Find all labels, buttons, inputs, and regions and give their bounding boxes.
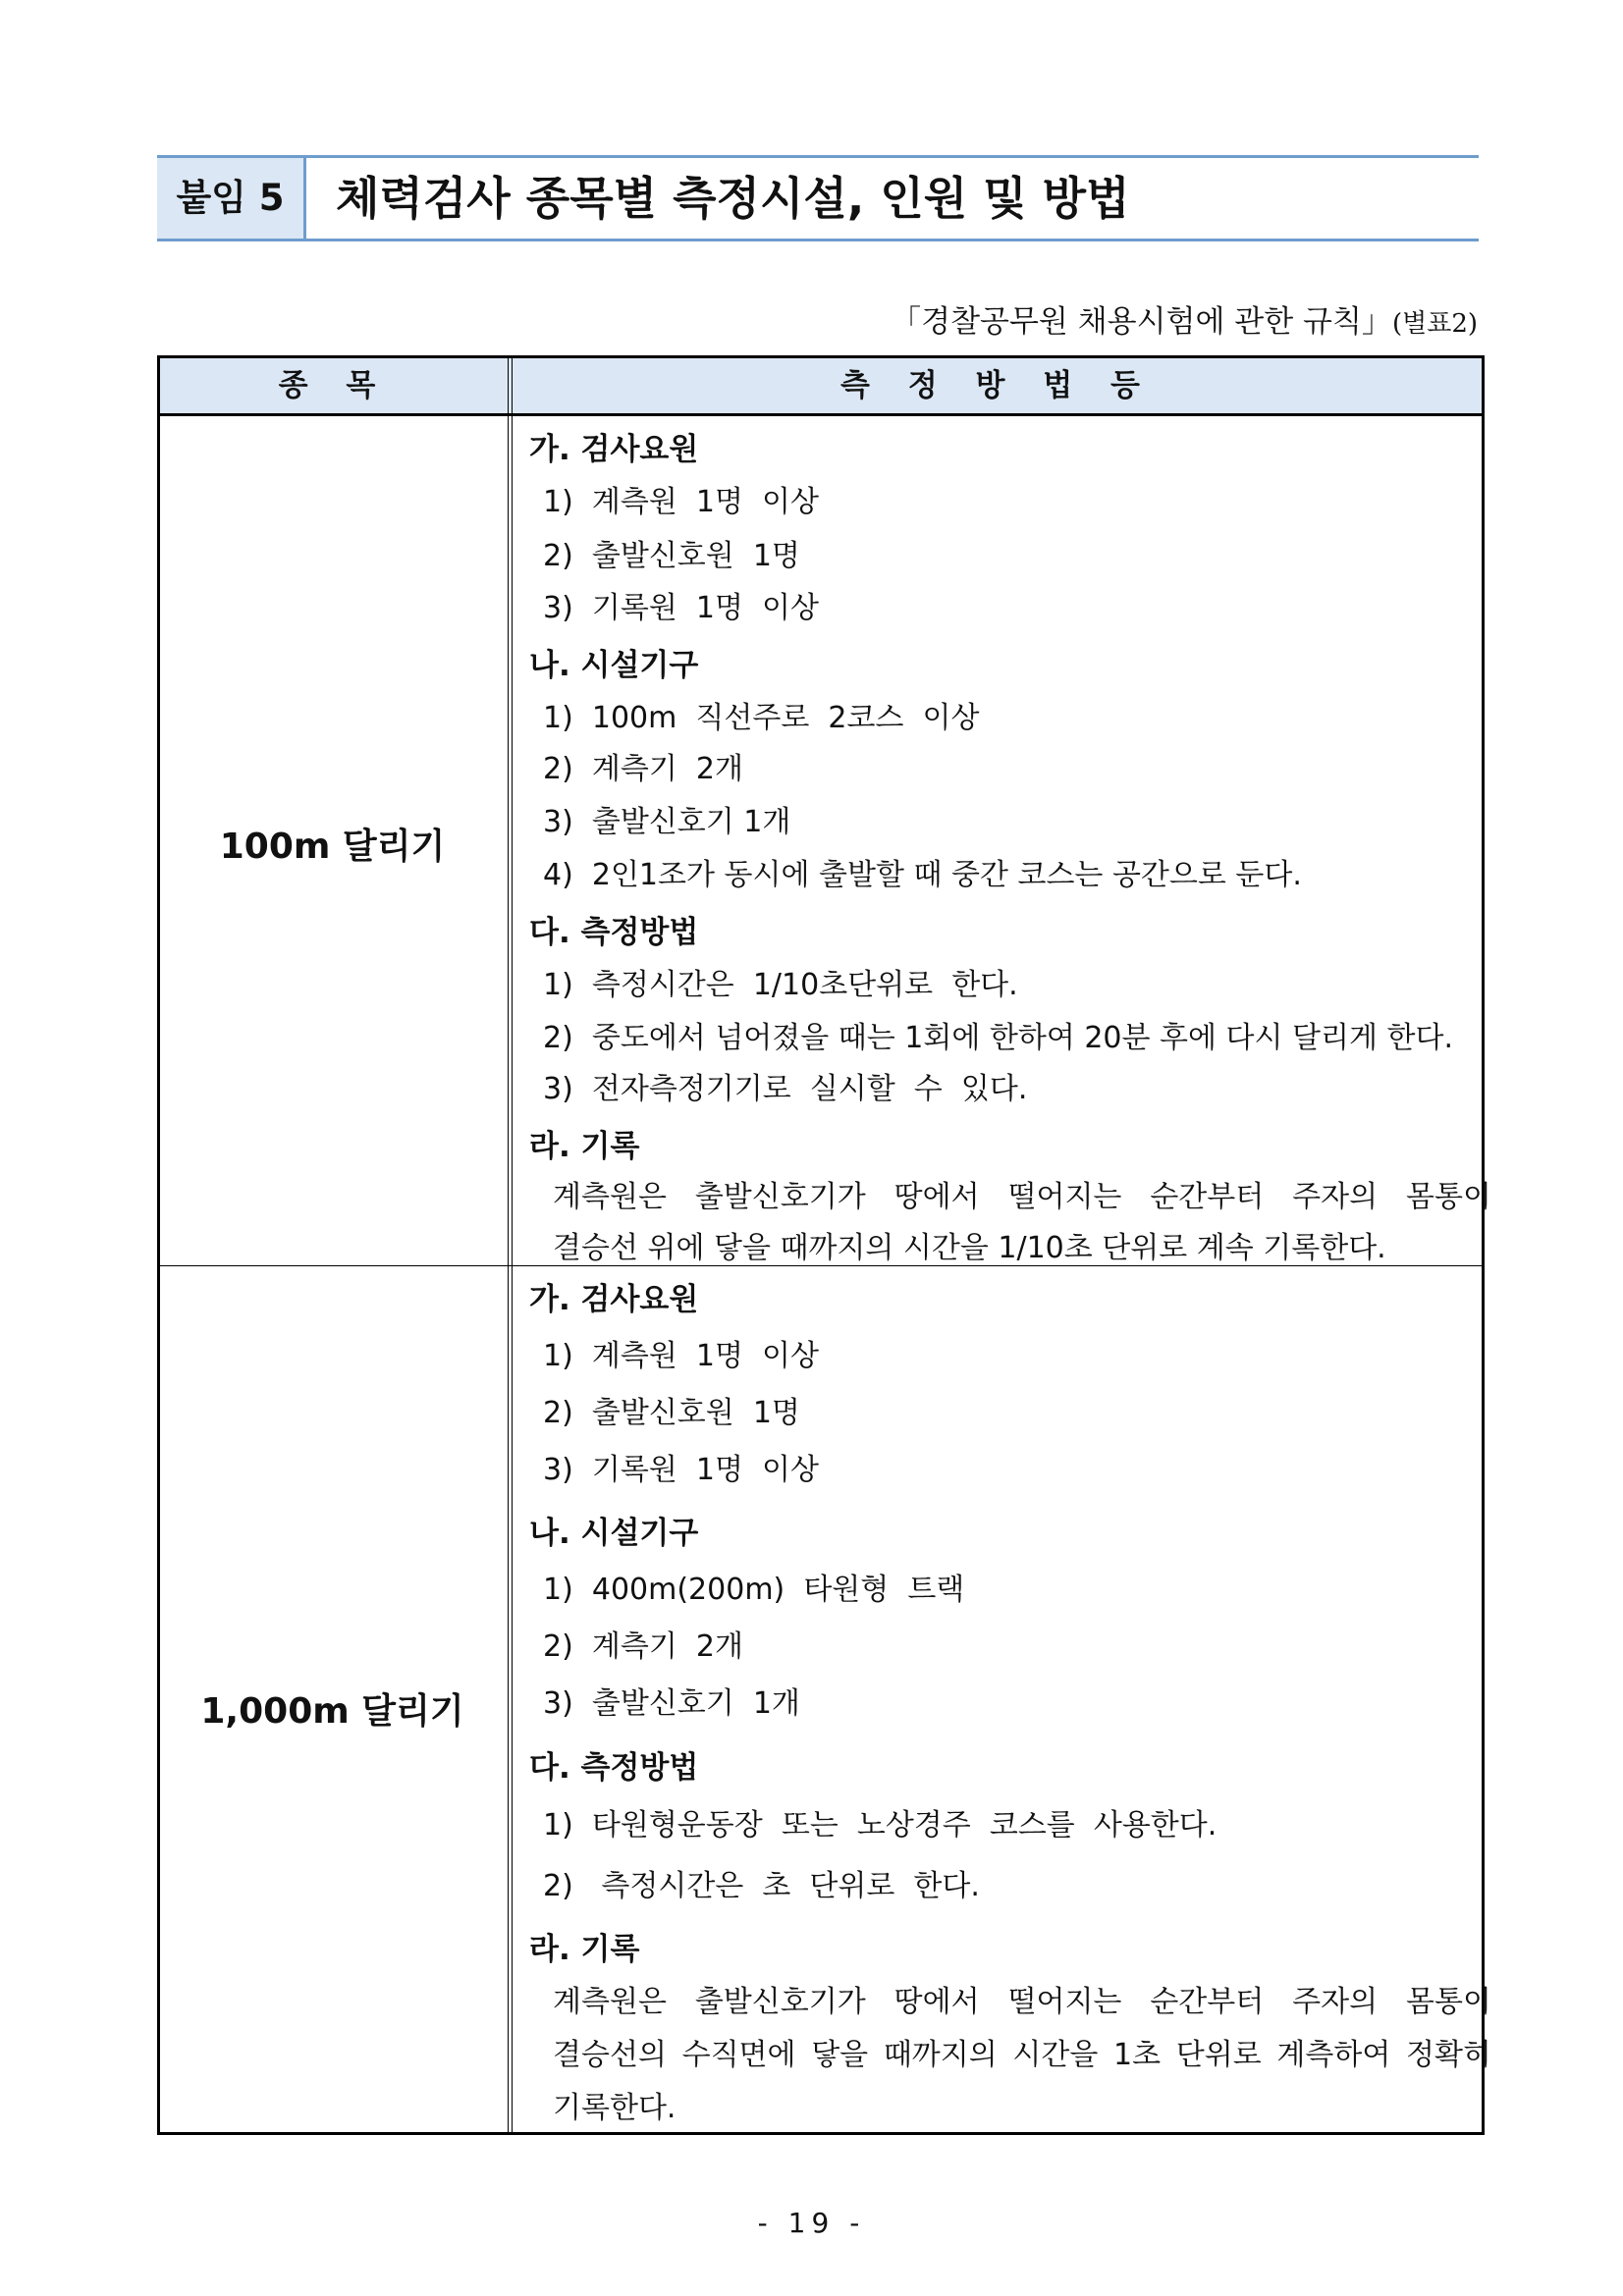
page-number: - 19 -	[757, 2207, 866, 2239]
item-name: 1,000m 달리기	[200, 1691, 464, 1732]
list-item: 1) 100m 직선주로 2코스 이상	[543, 701, 980, 735]
section-heading: 다. 측정방법	[529, 915, 699, 950]
list-item: 1) 계측원 1명 이상	[543, 485, 819, 519]
body-text-line: 계측원은 출발신호기가 땅에서 떨어지는 순간부터 주자의 몸통이	[553, 1985, 1491, 2019]
list-item: 2) 중도에서 넘어졌을 때는 1회에 한하여 20분 후에 다시 달리게 한다.	[543, 1021, 1453, 1055]
section-heading: 라. 기록	[529, 1129, 640, 1164]
list-item: 2) 출발신호원 1명	[543, 1396, 800, 1430]
table-header-row	[157, 355, 1485, 416]
section-heading: 가. 검사요원	[529, 1282, 699, 1317]
list-item: 1) 400m(200m) 타원형 트랙	[543, 1573, 965, 1607]
section-heading: 다. 측정방법	[529, 1750, 699, 1786]
header-item: 종 목	[278, 368, 390, 403]
body-text-line: 결승선 위에 닿을 때까지의 시간을 1/10초 단위로 계속 기록한다.	[553, 1231, 1386, 1265]
section-heading: 나. 시설기구	[529, 648, 699, 683]
body-text-line: 결승선의 수직면에 닿을 때까지의 시간을 1초 단위로 계측하여 정확히	[553, 2038, 1491, 2072]
section-header	[157, 155, 1479, 241]
item-name: 100m 달리기	[219, 827, 446, 867]
list-item: 2) 측정시간은 초 단위로 한다.	[543, 1869, 980, 1903]
list-item: 3) 전자측정기기로 실시할 수 있다.	[543, 1072, 1028, 1106]
header-method: 측 정 방 법 등	[840, 368, 1154, 403]
list-item: 1) 측정시간은 1/10초단위로 한다.	[543, 968, 1018, 1002]
source-reference	[891, 296, 1478, 341]
section-heading: 라. 기록	[529, 1932, 640, 1967]
body-text-line: 계측원은 출발신호기가 땅에서 떨어지는 순간부터 주자의 몸통이	[553, 1180, 1491, 1214]
list-item: 2) 계측기 2개	[543, 1629, 743, 1664]
section-title: 체력검사 종목별 측정시설, 인원 및 방법	[336, 172, 1130, 225]
table-row	[157, 416, 1491, 1266]
section-heading: 나. 시설기구	[529, 1516, 699, 1551]
list-item: 2) 출발신호원 1명	[543, 539, 800, 573]
body-text-line: 기록한다.	[553, 2091, 676, 2125]
column-divider	[508, 1266, 513, 2132]
list-item: 1) 계측원 1명 이상	[543, 1339, 819, 1373]
list-item: 3) 출발신호기 1개	[543, 805, 791, 839]
attachment-tag: 붙임 5	[157, 158, 306, 239]
source-main: 「경찰공무원 채용시험에 관한 규칙」	[891, 304, 1392, 340]
source-sub: (별표2)	[1391, 309, 1478, 339]
column-divider	[508, 416, 513, 1266]
table-row	[157, 1266, 1491, 2135]
list-item: 2) 계측기 2개	[543, 752, 743, 786]
list-item: 4) 2인1조가 동시에 출발할 때 중간 코스는 공간으로 둔다.	[543, 858, 1302, 892]
list-item: 3) 기록원 1명 이상	[543, 591, 819, 625]
list-item: 3) 기록원 1명 이상	[543, 1453, 819, 1487]
list-item: 3) 출발신호기 1개	[543, 1686, 800, 1721]
list-item: 1) 타원형운동장 또는 노상경주 코스를 사용한다.	[543, 1808, 1217, 1842]
section-heading: 가. 검사요원	[529, 432, 699, 467]
